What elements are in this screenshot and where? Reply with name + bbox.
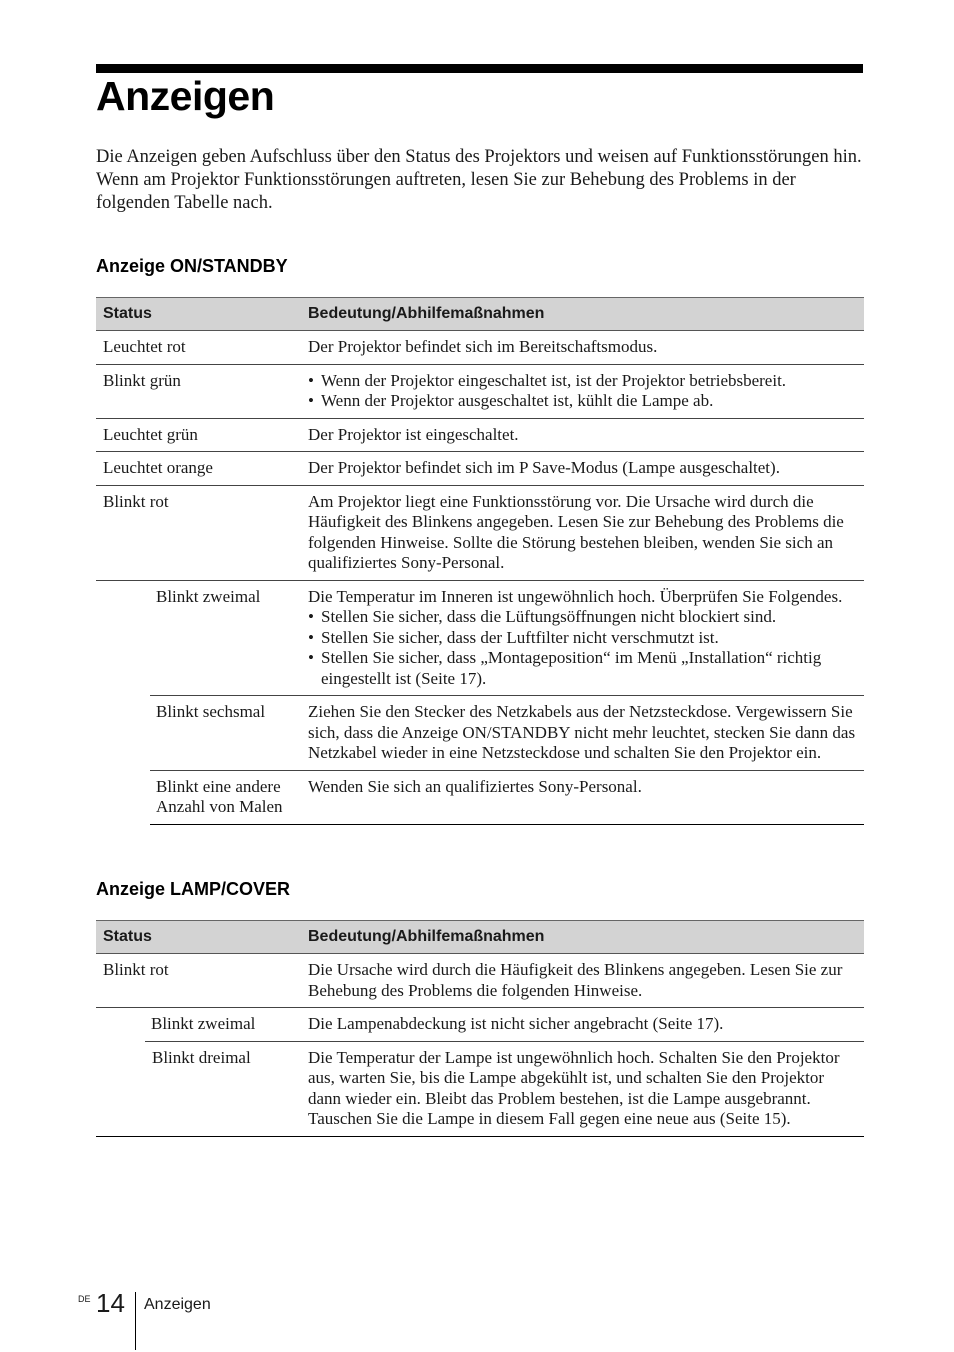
header-meaning: Bedeutung/Abhilfemaßnahmen (308, 927, 545, 945)
table-row (96, 486, 864, 581)
page-title: Anzeigen (96, 73, 275, 119)
section-heading-on-standby: Anzeige ON/STANDBY (96, 256, 288, 276)
status-cell: Leuchtet grün (103, 424, 198, 444)
intro-paragraph: Die Anzeigen geben Aufschluss über den Status des Projektors und weisen auf Funktionsstörungen hin. (96, 147, 862, 167)
table-row (96, 452, 864, 486)
bullet-item: • Stellen Sie sicher, dass die Lüftungsöffnungen nicht blockiert sind. (308, 607, 860, 628)
table-subrow (150, 771, 864, 825)
table-subrow (150, 581, 864, 697)
status-line: Anzahl von Malen (156, 797, 283, 816)
language-code: DE (78, 1294, 91, 1304)
meaning-cell: Der Projektor befindet sich im P Save-Modus (Lampe ausgeschaltet). (308, 458, 780, 477)
table-header (96, 297, 864, 331)
table-row (96, 419, 864, 453)
table-row (96, 1042, 864, 1137)
meaning-cell (308, 371, 864, 412)
meaning-cell: Die Lampenabdeckung ist nicht sicher angebracht (Seite 17). (308, 1014, 724, 1033)
meaning-cell: Am Projektor liegt eine Funktionsstörung vor. Die Ursache wird durch die Häufigkeit des Blinkens angegeben. Lesen Sie zur Behebung des Problems die folgenden Hinweise. Sollte die Störung bestehen bleiben, wenden Sie sich an qualifiziertes Sony-Personal. (308, 491, 844, 572)
table-row (96, 365, 864, 419)
bullet-item: • Wenn der Projektor ausgeschaltet ist, kühlt die Lampe ab. (308, 391, 860, 412)
bullet-item: • Wenn der Projektor eingeschaltet ist, ist der Projektor betriebsbereit. (308, 371, 860, 392)
on-standby-table (96, 297, 864, 825)
meaning-cell: Die Ursache wird durch die Häufigkeit des Blinkens angegeben. Lesen Sie zur Behebung des Problems die folgenden Hinweise. (308, 960, 843, 1000)
meaning-cell: Der Projektor ist eingeschaltet. (308, 424, 519, 444)
section-heading-lamp-cover: Anzeige LAMP/COVER (96, 879, 291, 899)
meaning-cell (308, 587, 864, 690)
status-cell: Blinkt grün (103, 370, 181, 390)
bullet-item: • Stellen Sie sicher, dass der Luftfilter nicht verschmutzt ist. (308, 628, 860, 649)
status-cell (150, 777, 308, 818)
meaning-text: Die Temperatur im Inneren ist ungewöhnlich hoch. Überprüfen Sie Folgendes. (308, 586, 843, 606)
table-header (96, 920, 864, 954)
table-subrow (150, 696, 864, 771)
status-cell: Blinkt rot (103, 491, 169, 511)
meaning-cell: Wenden Sie sich an qualifiziertes Sony-Personal. (308, 776, 642, 796)
meaning-cell: Die Temperatur der Lampe ist ungewöhnlich hoch. Schalten Sie den Projektor aus, warten Sie, bis die Lampe abgekühlt ist, und schalten Sie den Projektor dann wieder ein. Bleibt das Problem bestehen, ist die Lampe ausgebrannt. Tauschen Sie die Lampe in diesem Fall gegen eine neue aus (Seite 15). (308, 1047, 840, 1128)
status-cell: Blinkt rot (103, 960, 169, 979)
status-cell: Blinkt zweimal (156, 586, 261, 606)
header-meaning: Bedeutung/Abhilfemaßnahmen (308, 304, 545, 322)
status-cell: Blinkt zweimal (151, 1014, 256, 1033)
intro-text (96, 146, 866, 215)
footer-divider (135, 1292, 136, 1350)
status-line: Blinkt eine andere (156, 776, 281, 796)
status-cell: Blinkt dreimal (152, 1047, 251, 1067)
footer-section-label: Anzeigen (144, 1296, 211, 1313)
status-cell: Blinkt sechsmal (156, 702, 266, 721)
header-status: Status (103, 304, 152, 322)
table-subrow (145, 1008, 864, 1042)
meaning-cell: Ziehen Sie den Stecker des Netzkabels aus der Netzsteckdose. Vergewissern Sie sich, dass die Anzeige ON/STANDBY nicht mehr leuchtet, stecken Sie dann das Netzkabel wieder in eine Netzsteckdose und schalten Sie den Projektor ein. (308, 702, 856, 762)
header-status: Status (103, 927, 152, 945)
meaning-cell: Der Projektor befindet sich im Bereitschaftsmodus. (308, 337, 658, 356)
intro-paragraph: Wenn am Projektor Funktionsstörungen auftreten, lesen Sie zur Behebung des Problems in der folgenden Tabelle nach. (96, 170, 796, 213)
table-row (96, 954, 864, 1008)
status-cell: Leuchtet orange (103, 458, 213, 477)
page-number: 14 (96, 1288, 125, 1318)
bullet-item: • Stellen Sie sicher, dass „Montageposition“ im Menü „Installation“ richtig eingestellt ist (Seite 17). (308, 648, 860, 689)
table-row (96, 331, 864, 365)
status-cell: Leuchtet rot (103, 337, 186, 356)
lamp-cover-table (96, 920, 864, 1137)
